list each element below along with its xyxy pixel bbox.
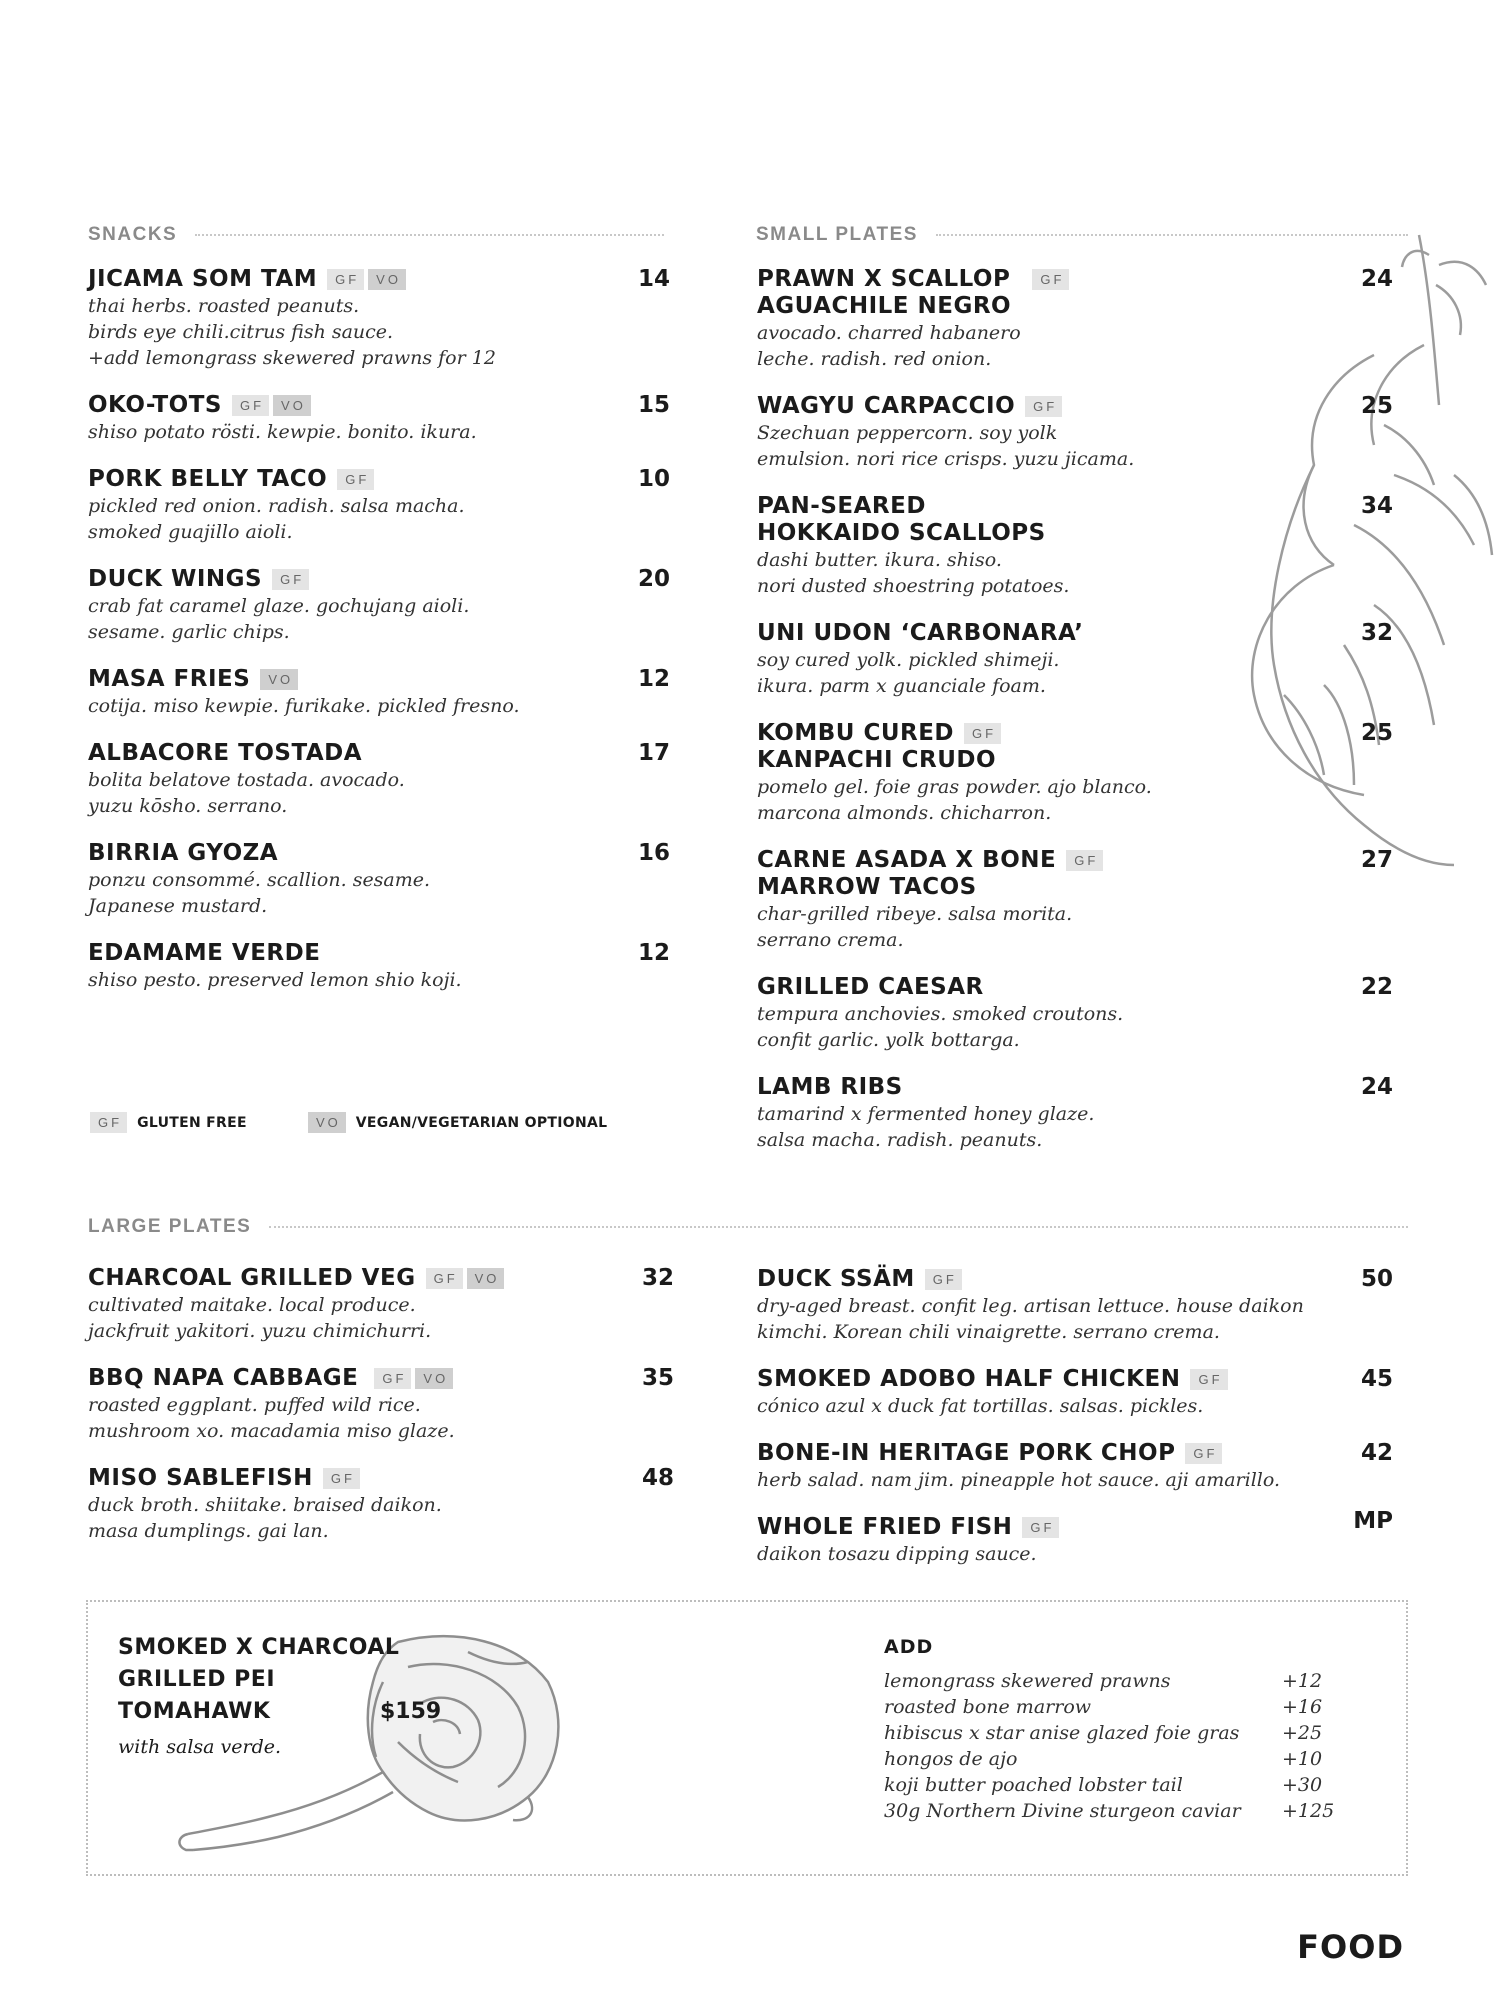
item-price: 45 [1360,1366,1393,1392]
menu-item [757,1366,1393,1419]
item-price: MP [1353,1508,1393,1534]
item-description: masa dumplings. gai lan. [88,1520,329,1542]
add-on-row [884,1720,1344,1746]
add-on-row [884,1746,1344,1772]
menu-item [757,847,1393,953]
item-description: tempura anchovies. smoked croutons. [757,1003,1124,1025]
menu-item [88,266,670,371]
item-description: ikura. parm x guanciale foam. [757,675,1046,697]
menu-item [88,940,670,993]
item-description: shiso pesto. preserved lemon shio koji. [88,969,462,991]
tomahawk-title-line: TOMAHAWK [118,1699,271,1724]
item-price: 17 [637,740,670,766]
add-ons-list [884,1668,1344,1824]
menu-item [88,1265,674,1344]
item-name: WAGYU CARPACCIO [757,393,1016,419]
menu-item [88,1465,674,1544]
item-name: CARNE ASADA X BONE [757,847,1057,873]
item-description: emulsion. nori rice crisps. yuzu jicama. [757,448,1135,470]
add-on-name: lemongrass skewered prawns [884,1670,1171,1692]
add-on-price: +16 [1282,1696,1323,1718]
item-description: jackfruit yakitori. yuzu chimichurri. [88,1320,432,1342]
snacks-column [88,266,670,993]
large-plates-left-column [88,1265,674,1544]
menu-item [757,974,1393,1053]
menu-item [88,840,670,919]
item-description: Szechuan peppercorn. soy yolk [757,422,1058,444]
item-name-line2: MARROW TACOS [757,874,977,900]
gf-badge: GF [232,395,269,416]
add-on-name: hibiscus x star anise glazed foie gras [884,1722,1240,1744]
gf-badge: GF [337,469,374,490]
item-price: 15 [637,392,670,418]
add-on-row [884,1668,1344,1694]
item-description: thai herbs. roasted peanuts. [88,295,360,317]
item-name: WHOLE FRIED FISH [757,1514,1013,1540]
legend-label: GLUTEN FREE [137,1114,247,1131]
add-on-price: +30 [1282,1774,1323,1796]
item-name: KOMBU CURED [757,720,955,746]
item-name: BBQ NAPA CABBAGE [88,1365,359,1391]
item-description: pickled red onion. radish. salsa macha. [88,495,465,517]
item-name: PRAWN X SCALLOP [757,266,1011,292]
item-description: duck broth. shiitake. braised daikon. [88,1494,442,1516]
gf-badge: GF [327,269,364,290]
item-price: 24 [1360,1074,1393,1100]
item-price: 24 [1360,266,1393,292]
add-on-price: +125 [1282,1800,1335,1822]
menu-item [757,620,1393,699]
item-description: dashi butter. ikura. shiso. [757,549,1002,571]
dotted-rule [269,1226,1408,1228]
section-title-text: SMALL PLATES [756,224,918,245]
tomahawk-description: with salsa verde. [118,1736,282,1758]
item-name: BIRRIA GYOZA [88,840,279,866]
item-price: 25 [1360,720,1393,746]
item-name: PAN-SEARED [757,493,926,519]
add-on-name: hongos de ajo [884,1748,1018,1770]
item-description: char-grilled ribeye. salsa morita. [757,903,1073,925]
menu-item [88,392,670,445]
item-name: MISO SABLEFISH [88,1465,313,1491]
item-name: UNI UDON ‘CARBONARA’ [757,620,1084,646]
legend-label: VEGAN/VEGETARIAN OPTIONAL [355,1114,608,1131]
item-price: 32 [641,1265,674,1291]
item-price: 20 [637,566,670,592]
item-price: 25 [1360,393,1393,419]
gf-badge: GF [272,569,309,590]
add-on-name: roasted bone marrow [884,1696,1092,1718]
vo-badge: VO [308,1112,346,1133]
item-price: 22 [1360,974,1393,1000]
item-name: LAMB RIBS [757,1074,903,1100]
item-description: cultivated maitake. local produce. [88,1294,416,1316]
item-name: BONE-IN HERITAGE PORK CHOP [757,1440,1176,1466]
item-description: yuzu kōsho. serrano. [88,795,288,817]
section-title-text: LARGE PLATES [88,1216,252,1237]
gf-badge: GF [1032,269,1069,290]
item-description: tamarind x fermented honey glaze. [757,1103,1095,1125]
add-on-name: koji butter poached lobster tail [884,1774,1183,1796]
menu-item [757,1074,1393,1153]
item-name-line2: HOKKAIDO SCALLOPS [757,520,1046,546]
menu-item [88,566,670,645]
item-name: GRILLED CAESAR [757,974,984,1000]
item-name-line2: AGUACHILE NEGRO [757,293,1012,319]
add-on-price: +10 [1282,1748,1323,1770]
tomahawk-price: $159 [380,1699,442,1724]
vo-badge: VO [415,1368,453,1389]
menu-item [757,393,1393,472]
item-description: sesame. garlic chips. [88,621,290,643]
item-price: 27 [1360,847,1393,873]
item-description: pomelo gel. foie gras powder. ajo blanco. [757,776,1152,798]
small-plates-column [757,266,1393,1153]
item-name: SMOKED ADOBO HALF CHICKEN [757,1366,1181,1392]
item-price: 48 [641,1465,674,1491]
menu-item [88,740,670,819]
add-ons-title: ADD [884,1636,934,1658]
item-price: 34 [1360,493,1393,519]
add-on-name: 30g Northern Divine sturgeon caviar [884,1800,1241,1822]
item-price: 16 [637,840,670,866]
vo-badge: VO [260,669,298,690]
item-description: +add lemongrass skewered prawns for 12 [88,347,496,369]
item-description: daikon tosazu dipping sauce. [757,1543,1037,1565]
menu-item [757,1508,1393,1567]
item-name: MASA FRIES [88,666,251,692]
gf-badge: GF [1190,1369,1227,1390]
item-description: confit garlic. yolk bottarga. [757,1029,1020,1051]
item-description: Japanese mustard. [88,895,268,917]
item-description: salsa macha. radish. peanuts. [757,1129,1043,1151]
item-price: 12 [637,940,670,966]
vo-badge: VO [273,395,311,416]
gf-badge: GF [426,1268,463,1289]
item-name: CHARCOAL GRILLED VEG [88,1265,416,1291]
gf-badge: GF [1025,396,1062,417]
gf-badge: GF [1185,1443,1222,1464]
item-description: cotija. miso kewpie. furikake. pickled fresno. [88,695,520,717]
gf-badge: GF [1066,850,1103,871]
item-price: 50 [1360,1266,1393,1292]
item-description: herb salad. nam jim. pineapple hot sauce. aji amarillo. [757,1469,1281,1491]
item-description: shiso potato rösti. kewpie. bonito. ikura. [88,421,477,443]
item-description: ponzu consommé. scallion. sesame. [88,869,431,891]
item-description: leche. radish. red onion. [757,348,992,370]
item-price: 35 [641,1365,674,1391]
add-on-row [884,1798,1344,1824]
item-price: 12 [637,666,670,692]
item-description: kimchi. Korean chili vinaigrette. serrano crema. [757,1321,1220,1343]
menu-item [757,493,1393,599]
item-price: 14 [637,266,670,292]
large-plates-right-column [757,1266,1393,1567]
item-name-line2: KANPACHI CRUDO [757,747,997,773]
item-description: nori dusted shoestring potatoes. [757,575,1070,597]
tomahawk-title-line: GRILLED PEI [118,1667,276,1692]
gf-badge: GF [374,1368,411,1389]
page-footer-title: FOOD [1297,1928,1404,1966]
tomahawk-title [118,1632,399,1728]
item-description: cónico azul x duck fat tortillas. salsas. pickles. [757,1395,1204,1417]
legend-vegan-optional [308,1112,607,1133]
item-description: soy cured yolk. pickled shimeji. [757,649,1060,671]
item-name: EDAMAME VERDE [88,940,321,966]
section-title-snacks [88,224,664,246]
gf-badge: GF [1022,1517,1059,1538]
add-on-price: +12 [1282,1670,1323,1692]
item-description: dry-aged breast. confit leg. artisan lettuce. house daikon [757,1295,1304,1317]
menu-item [757,720,1393,826]
item-description: roasted eggplant. puffed wild rice. [88,1394,421,1416]
add-on-price: +25 [1282,1722,1323,1744]
vo-badge: VO [467,1268,505,1289]
item-description: birds eye chili.citrus fish sauce. [88,321,394,343]
item-name: PORK BELLY TACO [88,466,328,492]
tomahawk-feature-box [86,1600,1408,1876]
item-name: DUCK WINGS [88,566,263,592]
item-price: 10 [637,466,670,492]
menu-item [88,466,670,545]
item-name: OKO-TOTS [88,392,222,418]
gf-badge: GF [964,723,1001,744]
item-price: 32 [1360,620,1393,646]
item-description: mushroom xo. macadamia miso glaze. [88,1420,455,1442]
item-price: 42 [1360,1440,1393,1466]
tomahawk-title-line: SMOKED X CHARCOAL [118,1635,400,1660]
section-title-text: SNACKS [88,224,178,245]
legend-gluten-free [90,1112,247,1133]
item-description: serrano crema. [757,929,904,951]
gf-badge: GF [925,1269,962,1290]
item-description: crab fat caramel glaze. gochujang aioli. [88,595,470,617]
gf-badge: GF [323,1468,360,1489]
section-title-large-plates [88,1216,1408,1238]
dotted-rule [195,234,664,236]
item-name: ALBACORE TOSTADA [88,740,363,766]
menu-item [757,266,1393,372]
gf-badge: GF [90,1112,127,1133]
item-description: smoked guajillo aioli. [88,521,293,543]
menu-item [757,1440,1393,1493]
item-description: avocado. charred habanero [757,322,1021,344]
item-description: bolita belatove tostada. avocado. [88,769,405,791]
item-name: DUCK SSÄM [757,1266,915,1292]
item-name: JICAMA SOM TAM [88,266,318,292]
add-on-row [884,1694,1344,1720]
item-description: marcona almonds. chicharron. [757,802,1052,824]
add-on-row [884,1772,1344,1798]
menu-item [88,1365,674,1444]
vo-badge: VO [368,269,406,290]
menu-item [88,666,670,719]
menu-item [757,1266,1393,1345]
